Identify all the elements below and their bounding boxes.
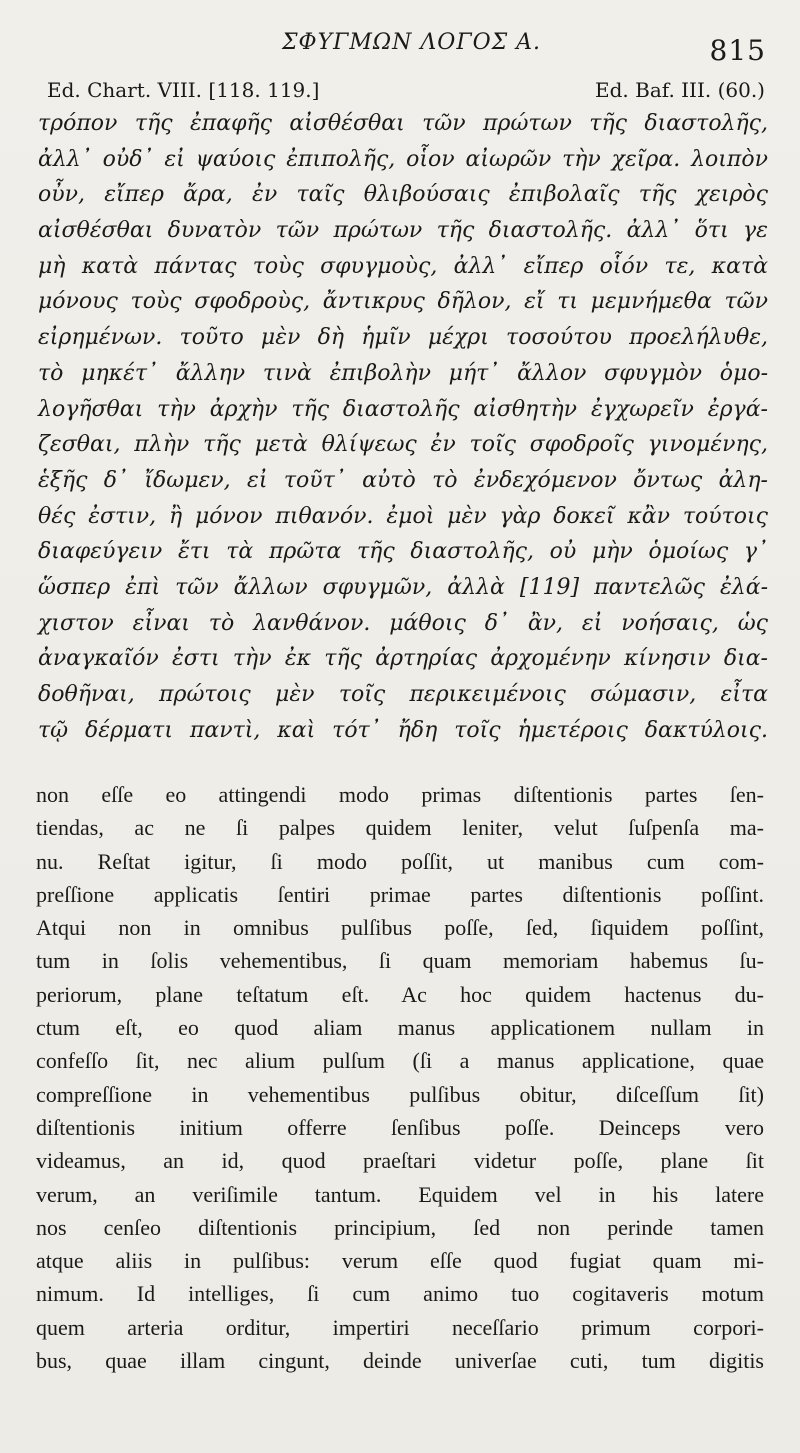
- greek-text-line: λογῆσθαι τὴν ἀρχὴν τῆς διαστολῆς αἰσθητὴν ἐγχωρεῖν ἐργά-: [38, 396, 768, 422]
- latin-text-line: periorum, plane teſtatum eſt. Ac hoc quidem hactenus du-: [36, 981, 764, 1007]
- greek-text-line: μόνους τοὺς σφοδροὺς, ἄντικρυς δῆλον, εἴ τι μεμνήμεθα τῶν: [38, 289, 768, 315]
- greek-text-line: μὴ κατὰ πάντας τοὺς σφυγμοὺς, ἀλλ᾽ εἴπερ οἷόν τε, κατὰ: [38, 253, 768, 279]
- greek-text-line: διαφεύγειν ἔτι τὰ πρῶτα τῆς διαστολῆς, οὐ μὴν ὁμοίως γ᾽: [38, 539, 768, 565]
- latin-text-line: tum in ſolis vehementibus, ſi quam memoriam habemus ſu-: [36, 948, 764, 974]
- latin-text-line: preſſione applicatis ſentiri primae partes diſtentionis poſſint.: [36, 881, 764, 907]
- greek-text-line: ζεσθαι, πλὴν τῆς μετὰ θλίψεως ἐν τοῖς σφοδροῖς γινομένης,: [38, 432, 768, 458]
- edition-reference-line: [47, 78, 765, 108]
- latin-text-block: [36, 778, 764, 1377]
- greek-text-line: ἀναγκαῖόν ἐστι τὴν ἐκ τῆς ἀρτηρίας ἀρχομένην κίνησιν δια-: [38, 646, 768, 672]
- latin-text-line: Atqui non in omnibus pulſibus poſſe, ſed, ſiquidem poſſint,: [36, 915, 764, 941]
- latin-text-line: verum, an veriſimile tantum. Equidem vel in his latere: [36, 1181, 764, 1207]
- latin-text-line: compreſſione in vehementibus pulſibus obitur, diſceſſum ſit): [36, 1081, 764, 1107]
- greek-text-line: δοθῆναι, πρώτοις μὲν τοῖς περικειμένοις σώμασιν, εἶτα: [38, 682, 768, 707]
- latin-text-line: non eſſe eo attingendi modo primas diſtentionis partes ſen-: [36, 782, 764, 807]
- greek-text-line: αἰσθέσθαι δυνατὸν τῶν πρώτων τῆς διαστολῆς. ἀλλ᾽ ὅτι γε: [38, 218, 768, 244]
- edition-chartier-reference: Ed. Chart. VIII. [118. 119.]: [47, 78, 320, 102]
- latin-text-line: nimum. Id intelliges, ſi cum animo tuo cogitaveris motum: [36, 1281, 764, 1307]
- greek-text-line: θές ἐστιν, ἢ μόνον πιθανόν. ἐμοὶ μὲν γὰρ δοκεῖ κἂν τούτοις: [38, 503, 768, 529]
- running-head: [0, 28, 800, 68]
- edition-basel-reference: Ed. Baf. III. (60.): [595, 78, 765, 102]
- greek-text-line: τρόπον τῆς ἐπαφῆς αἰσθέσθαι τῶν πρώτων τῆς διαστολῆς,: [38, 111, 768, 136]
- greek-text-line: τὸ μηκέτ᾽ ἄλλην τινὰ ἐπιβολὴν μήτ᾽ ἄλλον σφυγμὸν ὁμο-: [38, 360, 768, 386]
- greek-text-line: ὥσπερ ἐπὶ τῶν ἄλλων σφυγμῶν, ἀλλὰ [119] παντελῶς ἐλά-: [38, 574, 768, 600]
- page-number: 815: [709, 34, 766, 67]
- greek-text-block: [38, 106, 768, 748]
- greek-text-line: τῷ δέρματι παντὶ, καὶ τότ᾽ ἤδη τοῖς ἡμετέροις δακτύλοις.: [38, 717, 768, 743]
- latin-text-line: tiendas, ac ne ſi palpes quidem leniter, velut ſuſpenſa ma-: [36, 815, 764, 841]
- latin-text-line: nos cenſeo diſtentionis principium, ſed non perinde tamen: [36, 1214, 764, 1240]
- greek-text-line: ἀλλ᾽ οὐδ᾽ εἰ ψαύοις ἐπιπολῆς, οἷον αἰωρῶν τὴν χεῖρα. λοιπὸν: [38, 146, 768, 172]
- latin-text-line: videamus, an id, quod praeſtari videtur poſſe, plane ſit: [36, 1148, 764, 1174]
- latin-text-line: bus, quae illam cingunt, deinde univerſae cuti, tum digitis: [36, 1348, 764, 1374]
- latin-text-line: nu. Reſtat igitur, ſi modo poſſit, ut manibus cum com-: [36, 848, 764, 874]
- latin-text-line: diſtentionis initium offerre ſenſibus poſſe. Deinceps vero: [36, 1114, 764, 1140]
- greek-text-line: εἰρημένων. τοῦτο μὲν δὴ ἡμῖν μέχρι τοσούτου προελήλυθε,: [38, 325, 768, 351]
- greek-text-line: ἑξῆς δ᾽ ἴδωμεν, εἰ τοῦτ᾽ αὐτὸ τὸ ἐνδεχόμενον ὄντως ἀλη-: [38, 467, 768, 493]
- greek-text-line: οὖν, εἴπερ ἄρα, ἐν ταῖς θλιβούσαις ἐπιβολαῖς τῆς χειρὸς: [38, 182, 768, 208]
- latin-text-line: quem arteria orditur, impertiri neceſſario primum corpori-: [36, 1314, 764, 1340]
- latin-text-line: ctum eſt, eo quod aliam manus applicationem nullam in: [36, 1015, 764, 1041]
- latin-text-line: atque aliis in pulſibus: verum eſſe quod fugiat quam mi-: [36, 1248, 764, 1274]
- running-title: ΣΦΥΓΜΩΝ ΛΟΓΟΣ Α.: [282, 30, 542, 55]
- greek-text-line: χιστον εἶναι τὸ λανθάνον. μάθοις δ᾽ ἂν, εἰ νοήσαις, ὡς: [38, 610, 768, 636]
- latin-text-line: confeſſo ſit, nec alium pulſum (ſi a manus applicatione, quae: [36, 1048, 764, 1074]
